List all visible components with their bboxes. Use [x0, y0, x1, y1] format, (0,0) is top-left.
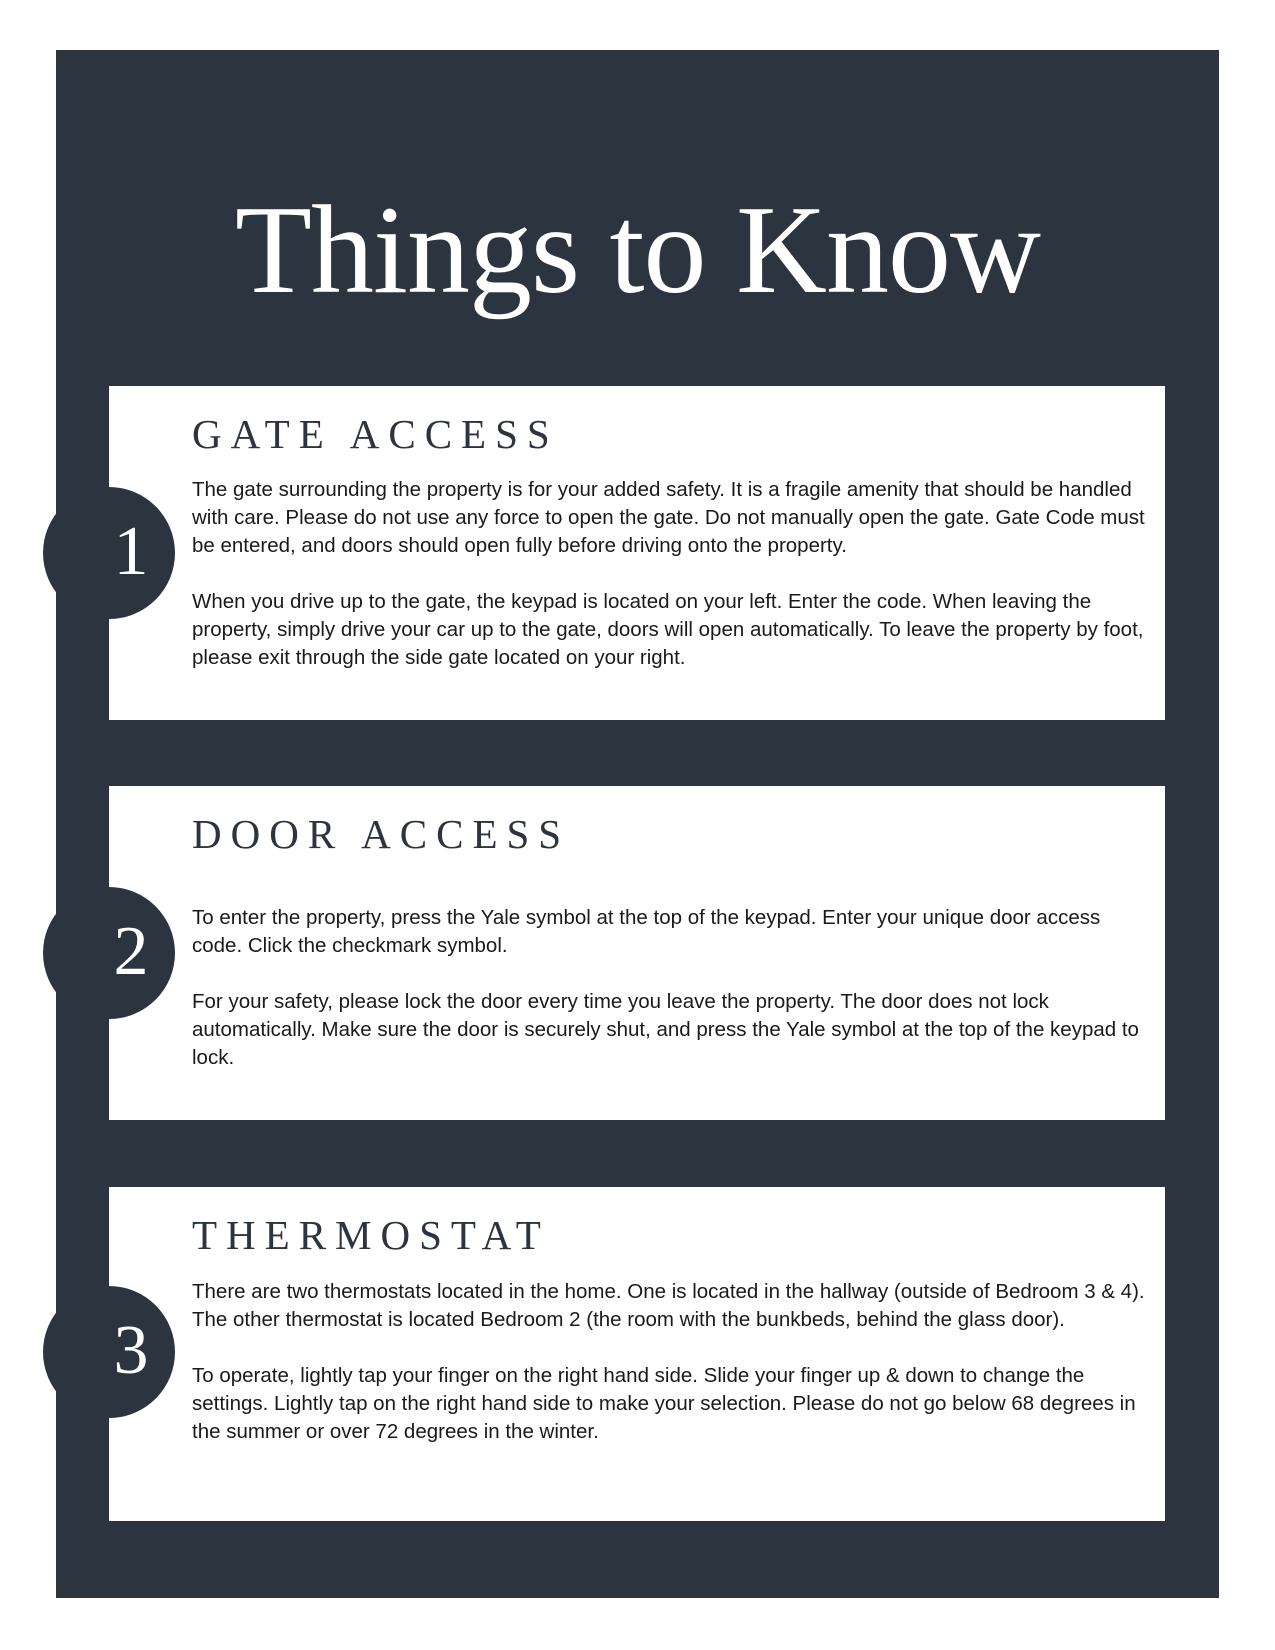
- section-card-door-access: [109, 786, 1165, 1120]
- section-number: 2: [113, 913, 149, 990]
- section-card-thermostat: [109, 1187, 1165, 1521]
- section-paragraph: To enter the property, press the Yale symbol at the top of the keypad. Enter your unique door access code. Click the checkmark symbol.: [192, 906, 1101, 957]
- section-paragraph: To operate, lightly tap your finger on the right hand side. Slide your finger up & down to change the settings. Lightly tap on the right hand side to make your selection. Please do not go below 68 degrees in the summer or over 72 degrees in the winter.: [192, 1364, 1136, 1443]
- section-paragraph: The gate surrounding the property is for your added safety. It is a fragile amenity that should be handled with care. Please do not use any force to open the gate. Do not manually open the gate. Gate Code must be entered, and doors should open fully before driving onto the property.: [192, 478, 1145, 557]
- section-body: [192, 476, 1152, 700]
- section-heading: THERMOSTAT: [192, 1212, 550, 1258]
- section-number: 3: [113, 1312, 149, 1389]
- section-heading: GATE ACCESS: [192, 411, 559, 457]
- section-number-badge: [43, 1286, 175, 1418]
- section-heading: DOOR ACCESS: [192, 811, 571, 857]
- dark-panel: [56, 50, 1219, 1598]
- section-card-gate-access: [109, 386, 1165, 720]
- section-number-badge: [43, 887, 175, 1019]
- section-body: [192, 1278, 1152, 1474]
- section-paragraph: There are two thermostats located in the home. One is located in the hallway (outside of Bedroom 3 & 4). The other thermostat is located Bedroom 2 (the room with the bunkbeds, behind the glass door).: [192, 1280, 1145, 1331]
- section-number: 1: [113, 513, 149, 590]
- section-number-badge: [43, 487, 175, 619]
- page-title: Things to Know: [235, 181, 1040, 320]
- section-paragraph: When you drive up to the gate, the keypad is located on your left. Enter the code. When leaving the property, simply drive your car up to the gate, doors will open automatically. To leave the property by foot, please exit through the side gate located on your right.: [192, 590, 1144, 669]
- section-body: [192, 904, 1152, 1100]
- section-paragraph: For your safety, please lock the door every time you leave the property. The door does not lock automatically. Make sure the door is securely shut, and press the Yale symbol at the top of the keypad to lock.: [192, 990, 1139, 1069]
